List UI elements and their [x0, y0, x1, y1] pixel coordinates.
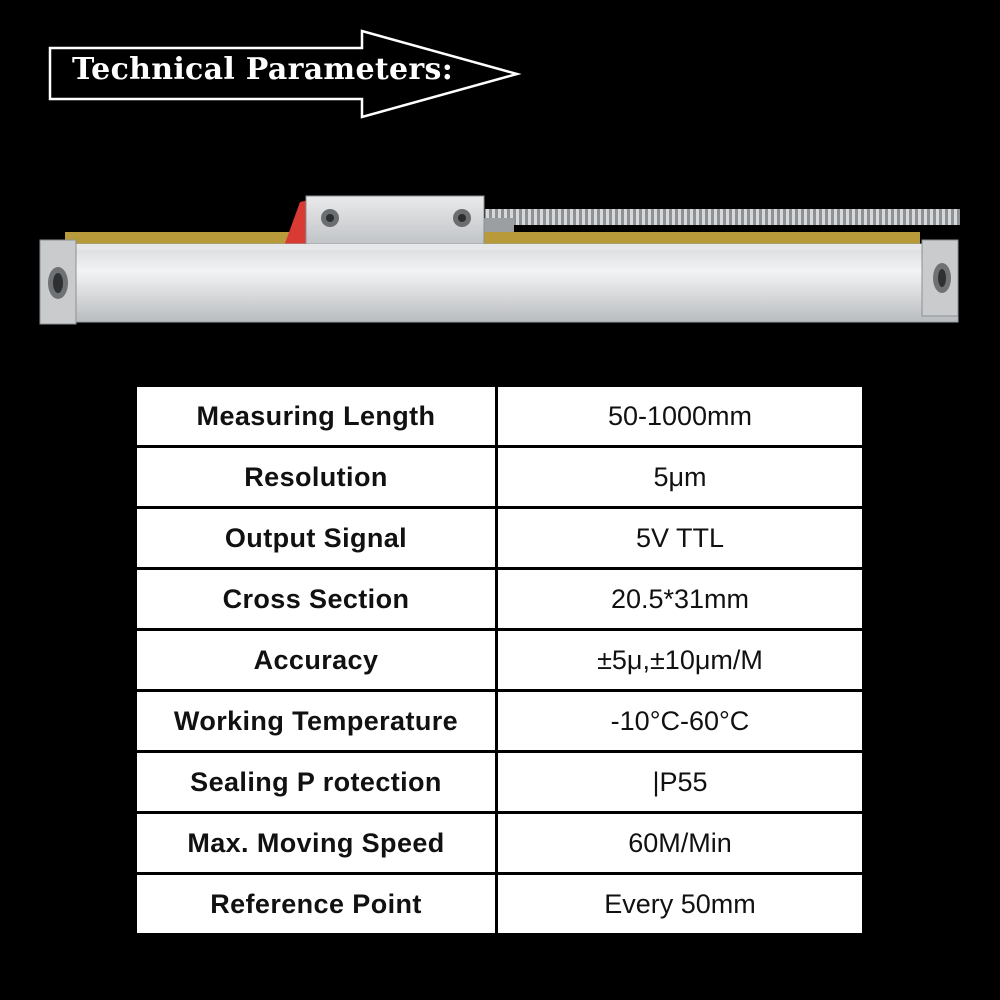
param-label: Cross Section [136, 569, 497, 630]
param-value: 5μm [497, 447, 864, 508]
table-row [136, 508, 864, 569]
param-value: 5V TTL [497, 508, 864, 569]
param-value: 50-1000mm [497, 386, 864, 447]
spec-table [134, 384, 865, 936]
cable [485, 209, 960, 225]
param-value: -10°C-60°C [497, 691, 864, 752]
param-label: Reference Point [136, 874, 497, 935]
param-label: Measuring Length [136, 386, 497, 447]
param-label: Sealing P rotection [136, 752, 497, 813]
page-title: Technical Parameters: [72, 52, 454, 87]
table-row [136, 874, 864, 935]
table-row [136, 752, 864, 813]
param-value: ±5μ,±10μm/M [497, 630, 864, 691]
param-value: 20.5*31mm [497, 569, 864, 630]
param-value: 60M/Min [497, 813, 864, 874]
param-label: Output Signal [136, 508, 497, 569]
param-label: Accuracy [136, 630, 497, 691]
param-value: |P55 [497, 752, 864, 813]
param-value: Every 50mm [497, 874, 864, 935]
table-row [136, 386, 864, 447]
table-row [136, 630, 864, 691]
param-label: Max. Moving Speed [136, 813, 497, 874]
param-label: Working Temperature [136, 691, 497, 752]
table-row [136, 447, 864, 508]
scale-body [40, 244, 958, 322]
table-row [136, 569, 864, 630]
linear-scale-image [0, 180, 1000, 340]
table-row [136, 813, 864, 874]
param-label: Resolution [136, 447, 497, 508]
table-row [136, 691, 864, 752]
